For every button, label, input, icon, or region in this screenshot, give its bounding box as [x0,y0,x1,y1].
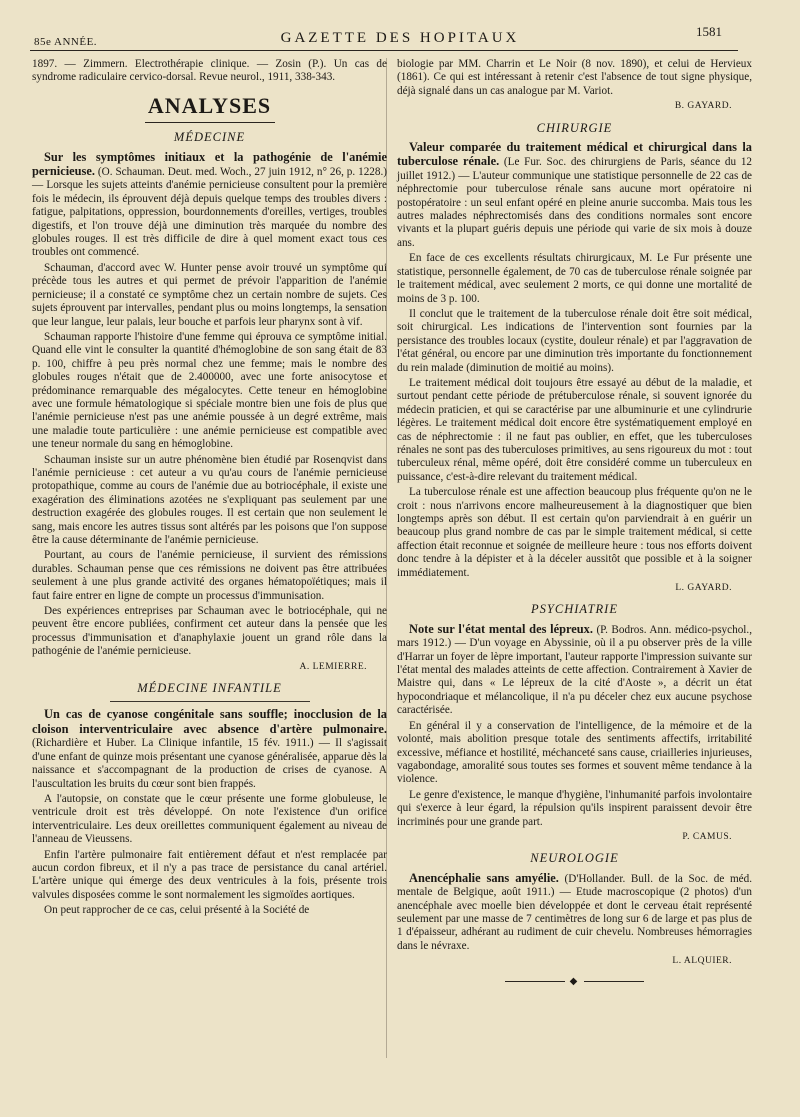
section-psychiatrie: PSYCHIATRIE [531,602,618,617]
article-reference: (D'Hollander. Bull. de la Soc. de méd. mentale de Belgique, août 1911.) [397,872,753,899]
right-column [397,58,752,988]
ornament-diamond-icon: ◆ [569,975,580,987]
paragraph: La tuberculose rénale est une affection beaucoup plus fréquente qu'on ne le croit : nous n'arrivons encore malheureusement à la diagnostiquer que bien longtemps après son début. Il est certain qu'on parviendrait à en guérir un beaucoup plus grand nombre de cas par le simple traitement médical, si cette affection était reconnue et soignée de meilleure heure : tous nos efforts doivent donc tendre à la dépister et à la déceler aussitôt que possible et à la soigner immédiatement. [397,486,752,579]
page-header [0,0,800,46]
ornament-line [505,981,565,982]
paragraph: Pourtant, au cours de l'anémie pernicieuse, il survient des rémissions durables. Schauman pense que ces rémissions ne doivent pas être attribuées seulement à une plus grande activité des organes hématopoïétiques; mais il faut faire entrer en ligne de compte un processus d'immunisation. [32,549,387,602]
paragraph: Des expériences entreprises par Schauman avec le botriocéphale, qui ne peuvent être encore publiées, confirment cet auteur dans la pensée que les processus d'immunisation et d'anaphylaxie jouent un grand rôle dans la pathogénie de l'anémie pernicieuse. [32,605,387,658]
article-title: Un cas de cyanose congénitale sans souffle; inocclusion de la cloison interventriculaire avec absence d'artère pulmonaire. [32,707,387,736]
page-number: 1581 [696,24,722,39]
journal-title: GAZETTE DES HOPITAUX [280,30,520,46]
paragraph: Le traitement médical doit toujours être essayé au début de la maladie, et surtout pendant cette période de prétuberculose rénale, si souvent ignorée du médecin praticien, et qui se caractérise par une albuminurie et une cylindrurie légères. Le traitement médical doit encore être systématiquement employé en cas de néphrectomie : il ne faut pas oublier, en effet, que les tuberculoses rénales ne sont pas des tuberculoses primitives, au sens rigoureux du mot : tout tuberculeux rénal, même opéré, doit être considéré comme un tuberculeux en puissance, c'est-à-dire relevant du traitement médical. [397,376,752,483]
article-reference: (O. Schauman. Deut. med. Woch., 27 juin 1912, n° 26, p. 1228.) [97,166,388,179]
article-intro [32,708,387,790]
paragraph: Schauman insiste sur un autre phénomène bien étudié par Rosenqvist dans l'anémie pernicieuse : cet auteur a vu qu'au cours de l'anémie pernicieuse protopathique, comme au cours de l'anémie due au botriocéphale, il existe une exagération des éliminations azotées ne s'expliquant pas seulement par une destruction exagérée des globules rouges. Il est certain que non seulement le sang, mais encore les autres tissus sont altérés par les poisons que l'on suppose être la cause déterminante de l'anémie pernicieuse. [32,453,387,546]
paragraph: Schauman rapporte l'histoire d'une femme qui éprouva ce symptôme initial. Quand elle vint le consulter la quantité d'hémoglobine de son sang était de 83 p. 100, chiffre à peu près normal chez une femme; mais le nombre des globules rouges n'était que de 2.400000, avec une forte anisocytose et prédominance remarquable des mégalocytes. Cette teneur en hémoglobine avec une formule hématologique si spéciale montre bien une fois de plus que l'anémie pernicieuse n'est pas une anémie poussée à un degré extrême, mais une maladie toute particulière : une anémie pernicieuse est compatible avec une teneur normale du sang en hémoglobine. [32,330,387,451]
article-text: — Il s'agissait d'une enfant de quinze mois présentant une cyanose généralisée, apparue dès la naissance et s'accompagnant de la production de crises de cyanose. A l'auscultation les bruits du cœur sont bien frappés. [32,737,388,790]
article-text: — L'auteur communique une statistique personnelle de 22 cas de néphrectomie pour tuberculose rénale sans aucune mort opératoire ni postopératoire : un seul enfant opéré en pleine anurie succomba. Mais tous les autres malades néphrectomisés dans des conditions normales sont encore vivants et la plupart guéris depuis une période qui varie de six mois à douze ans. [397,169,753,249]
heading-rule [145,122,275,123]
article-intro [397,623,752,718]
paragraph: On peut rapprocher de ce cas, celui présenté à la Société de [44,904,310,917]
header-rule [30,50,738,51]
signature: L. ALQUIER. [672,956,732,967]
paragraph: En face de ces excellents résultats chirurgicaux, M. Le Fur présente une statistique, personnelle également, de 70 cas de tuberculose rénale soignée par le traitement médical, avec seulement 2 morts, ce qui donne une mortalité de moins de 3 p. 100. [397,252,752,305]
article-intro [32,151,387,260]
article-text: — D'un voyage en Abyssinie, où il a pu observer près de la ville d'Harrar un foyer de lèpre important, l'auteur rapporte l'impression suivante sur l'état mental des malades atteints de cette affection. Contrairement à Xavier de Maistre qui, dans « Le lépreux de la cité d'Aoste », a décrit un état hypocondriaque et mélancolique, il n'a pu déceler chez eux aucune psychose caractérisée. [397,637,752,717]
paragraph: Schauman, d'accord avec W. Hunter pense avoir trouvé un symptôme qui précède tous les autres et qui permet de prévoir l'apparition de l'anémie pernicieuse; il a constaté ce symptôme chez un certain nombre de sujets. Ces sujets éprouvent par intervalles, pendant plus ou moins longtemps, la sensation que leur langue, leur palais, leur bouche et parfois leur pharynx sont à vif. [32,261,387,328]
paragraph: Il conclut que le traitement de la tuberculose rénale doit être soit médical, soit chirurgical. Les indications de l'intervention sont fournies par la persistance des troubles locaux (cystite, douleur rénale) et par l'aggravation de l'état général, ou encore par une diminution très importante du fonctionnement du rein malade (diminution de moitié au moins). [397,307,752,374]
section-chirurgie: CHIRURGIE [536,120,613,135]
article-reference: (Richardière et Huber. La Clinique infantile, 15 fév. 1911.) [32,737,314,750]
article-text: — Lorsque les sujets atteints d'anémie pernicieuse consultent pour la première fois le médecin, ils éprouvent déjà depuis quelque temps des troubles divers : fatigue, palpitations, oppression, bourdonnements d'oreilles, vertiges, troubles digestifs, et l'on trouve déjà une diminution très marquée du nombre des globules rouges. Il est très difficile de dire à quel moment exact tous ces troubles ont commencé. [32,179,387,259]
signature: A. LEMIERRE. [299,661,367,672]
article-title: Anencéphalie sans amyélie. [409,870,559,885]
ornament-line [584,981,644,982]
reference-line: 1897. — Zimmern. Electrothérapie clinique. — Zosin (P.). Un cas de syndrome radiculaire cervico-dorsal. Revue neurol., 1911, 338-343. [32,58,387,84]
article-text: — Etude macroscopique (2 photos) d'un anencéphale avec moelle bien développée et dont le cerveau était représenté seulement par une masse de 7 centimètres de long sur 6 de large et pas plus de 1 d'épaisseur, adhérant au rudiment de cuir chevelu. Nombreuses hémorragies dans le névraxe. [397,886,752,952]
section-heading-analyses: ANALYSES [147,92,272,118]
article-intro [397,141,752,250]
paragraph: A l'autopsie, on constate que le cœur présente une forme globuleuse, le ventricule droit est très développé. On note l'existence d'un orifice interventriculaire. Les deux oreillettes communiquent également au niveau de l'anneau de Vieussens. [32,792,387,846]
end-ornament [397,975,752,988]
article-reference: (Le Fur. Soc. des chirurgiens de Paris, séance du 12 juillet 1912.) [397,156,753,182]
article-reference: (P. Bodros. Ann. médico-psychol., mars 1912.) [397,623,753,650]
section-medecine-infantile: MÉDECINE INFANTILE [137,681,282,696]
article-title: Sur les symptômes initiaux et la pathogénie de l'anémie pernicieuse. [32,149,387,179]
section-rule [110,701,310,702]
signature: L. GAYARD. [675,583,732,594]
issue-year: 85e ANNÉE. [34,36,98,48]
article-title: Valeur comparée du traitement médical et chirurgical dans la tuberculose rénale. [397,140,752,169]
paragraph: Le genre d'existence, le manque d'hygiène, l'inhumanité parfois involontaire qui s'exerce à leur égard, la répulsion qu'ils inspirent paraissent devoir être incriminés pour une grande part. [397,788,752,828]
section-neurologie: NEUROLOGIE [530,851,619,866]
signature: B. GAYARD. [674,101,732,112]
section-medecine: MÉDECINE [173,130,246,145]
signature: P. CAMUS. [682,831,732,842]
paragraph: biologie par MM. Charrin et Le Noir (8 nov. 1890), et celui de Hervieux (1861). Ce qui est intéressant à retenir c'est l'absence de tout signe physique, déjà signalé dans un cas analogue par M. Variot. [397,58,752,97]
article-intro [397,872,752,953]
article-title: Note sur l'état mental des lépreux. [409,621,593,636]
paragraph: En général il y a conservation de l'intelligence, de la mémoire et de la volonté, mais abolition presque totale des sentiments affectifs, irritabilité excessive, méfiance et hostilité, méchanceté sans cause, criailleries injurieuses, vagabondage, amoralité sous toutes ses formes et souvent même tendance à la violence. [397,719,752,786]
paragraph: Enfin l'artère pulmonaire fait entièrement défaut et n'est remplacée par aucun cordon fibreux, et il n'y a pas trace de persistance du canal artériel. L'artère unique qui émerge des deux ventricules à la fois, présente trois valvules disposées comme le sont normalement les sigmoïdes aortiques. [32,848,387,901]
left-column [32,58,387,920]
